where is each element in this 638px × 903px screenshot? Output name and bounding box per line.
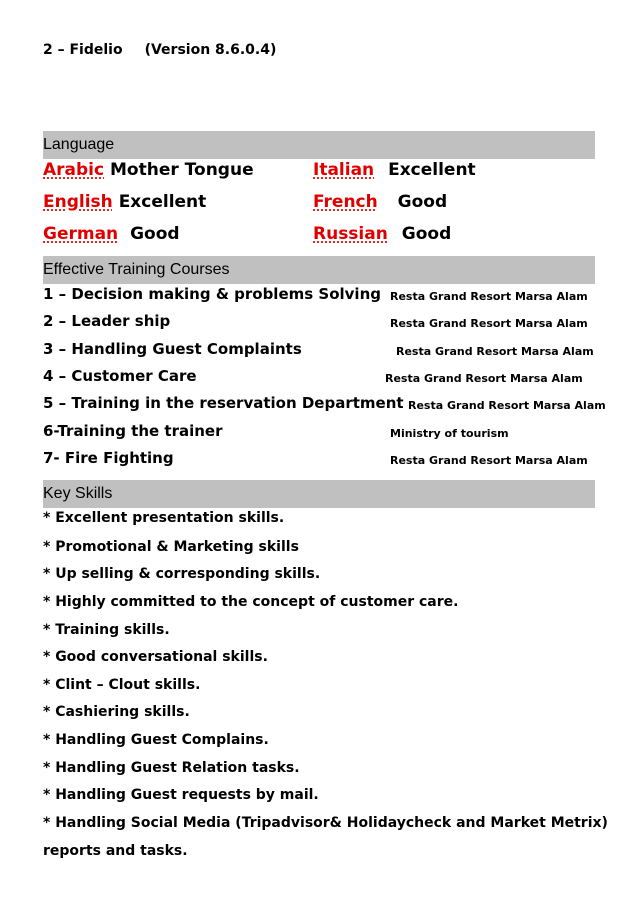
language-row (313, 160, 476, 180)
language-row (313, 192, 447, 212)
course-name: 5 – Training in the reservation Department (43, 394, 404, 412)
training-section-header: Effective Training Courses (43, 256, 595, 284)
course-name: 2 – Leader ship (43, 312, 171, 330)
language-name: Arabic (43, 160, 105, 180)
skill-item: * Up selling & corresponding skills. (43, 566, 321, 582)
skills-section-header: Key Skills (43, 480, 595, 508)
course-name: 7- Fire Fighting (43, 449, 174, 467)
skill-item: * Cashiering skills. (43, 704, 190, 720)
language-name: Italian (313, 160, 375, 180)
system-version: (Version 8.6.0.4) (144, 42, 277, 58)
course-name: 4 – Customer Care (43, 367, 197, 385)
language-level: Good (401, 224, 452, 244)
language-level: Good (397, 192, 448, 212)
language-level: Excellent (388, 160, 476, 180)
language-name: French (313, 192, 378, 212)
skill-item: * Training skills. (43, 622, 170, 638)
system-heading (43, 42, 276, 58)
language-level: Excellent (118, 192, 207, 212)
skill-item: * Highly committed to the concept of customer care. (43, 594, 459, 610)
course-location: Ministry of tourism (390, 427, 509, 440)
course-location: Resta Grand Resort Marsa Alam (408, 399, 606, 412)
skill-item: * Handling Guest requests by mail. (43, 787, 319, 803)
language-row (313, 224, 451, 244)
skill-item: * Handling Social Media (Tripadvisor& Holidaycheck and Market Metrix) (43, 815, 608, 831)
language-row (43, 192, 206, 212)
skill-item: reports and tasks. (43, 843, 188, 859)
language-name: German (43, 224, 119, 244)
course-name: 3 – Handling Guest Complaints (43, 340, 302, 358)
course-location: Resta Grand Resort Marsa Alam (390, 317, 588, 330)
language-section-header: Language (43, 131, 595, 159)
course-location: Resta Grand Resort Marsa Alam (390, 454, 588, 467)
course-location: Resta Grand Resort Marsa Alam (390, 290, 588, 303)
language-level: Mother Tongue (110, 160, 254, 180)
language-row (43, 224, 180, 244)
course-location: Resta Grand Resort Marsa Alam (385, 372, 583, 385)
skill-item: * Handling Guest Complains. (43, 732, 269, 748)
skill-item: * Good conversational skills. (43, 649, 268, 665)
course-name: 1 – Decision making & problems Solving (43, 285, 381, 303)
skill-item: * Promotional & Marketing skills (43, 539, 299, 555)
course-location: Resta Grand Resort Marsa Alam (396, 345, 594, 358)
language-row (43, 160, 254, 180)
skill-item: * Clint – Clout skills. (43, 677, 201, 693)
skill-item: * Excellent presentation skills. (43, 510, 285, 526)
language-name: Russian (313, 224, 388, 244)
language-level: Good (130, 224, 180, 244)
language-name: English (43, 192, 113, 212)
course-name: 6-Training the trainer (43, 422, 223, 440)
system-name: 2 – Fidelio (43, 42, 123, 58)
skill-item: * Handling Guest Relation tasks. (43, 760, 300, 776)
